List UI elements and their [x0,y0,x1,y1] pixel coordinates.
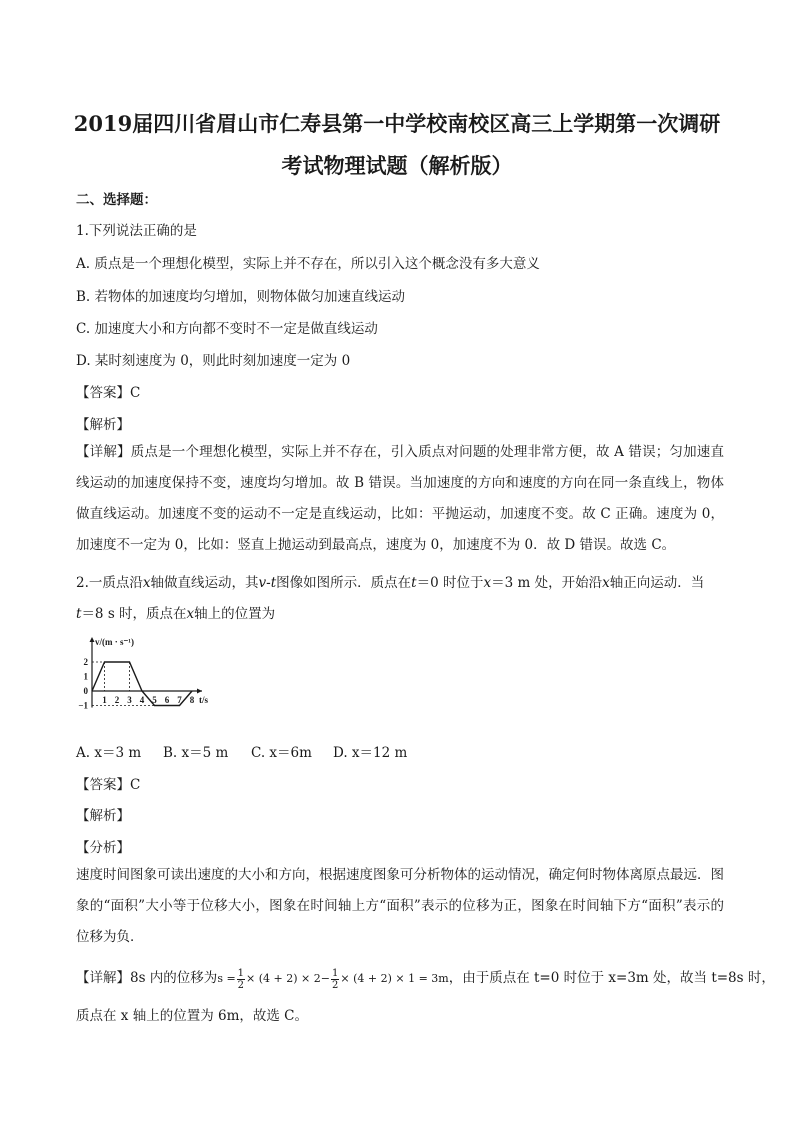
fraction-numerator: 1 [331,967,339,979]
formula-part: × (4 + 2) × 1 = 3m [340,972,449,985]
q2-stem-part: 轴正向运动．当 [609,575,705,591]
q2-stem-line1 [76,571,704,591]
q2-fenxi-heading: 【分析】 [76,840,130,856]
x-tick-label: 7 [177,695,182,705]
fraction [237,968,245,991]
q2-detail-text: ，由于质点在 t=0 时位于 x=3m 处，故当 t=8s 时， [448,970,775,986]
x-tick-label: 6 [164,695,170,705]
q2-detail-line2: 质点在 x 轴上的位置为 6m，故选 C。 [76,1008,308,1024]
q2-var-x: x [142,575,151,591]
q2-stem-part: ＝3 m 处，开始沿 [491,575,603,591]
y-axis-label: v/(m · s⁻¹) [95,637,134,647]
q1-option-a: A. 质点是一个理想化模型，实际上并不存在，所以引入这个概念没有多大意义 [76,256,540,272]
q2-stem-part: 图像如图所示．质点在 [276,575,412,591]
q2-var-t: t [76,606,82,622]
y-tick-label: 2 [83,657,88,667]
y-tick-label: 0 [83,686,88,696]
q2-analysis-heading: 【解析】 [76,808,130,824]
fraction-denominator: 2 [237,979,245,991]
q1-option-b: B. 若物体的加速度均匀增加，则物体做匀加速直线运动 [76,289,406,305]
q2-stem-part: 轴上的位置为 [194,606,276,622]
q2-fenxi: 速度时间图象可读出速度的大小和方向，根据速度图象可分析物体的运动情况，确定何时物体离原点最远．图象的“面积”大小等于位移大小，图象在时间轴上方“面积”表示的位移为正，图象在时间轴下方“面积”表示的位移为负． [76,867,724,945]
x-tick-label: 5 [152,695,157,705]
q1-detail: 【详解】质点是一个理想化模型，实际上并不存在，引入质点对问题的处理非常方便，故 A 错误；匀加速直线运动的加速度保持不变，速度均匀增加。故 B 错误。当加速度的方向和速度的方向在同一条直线上，物体做直线运动。加速度不变的运动不一定是直线运动，比如：平抛运动，加速度不变。故 C 正确。速度为 0，加速度不一定为 0，比如：竖直上抛运动到最高点，速度为 0，加速度不为 0．故 D 错误。故选 C。 [76,444,724,553]
q2-var-t: t [411,575,417,591]
formula [217,967,449,991]
fraction-numerator: 1 [237,967,245,979]
q2-var-vt: v-t [258,575,277,591]
q2-stem-line2 [76,602,275,622]
q2-option-c: C. x＝6m [251,745,312,761]
y-axis-arrow [90,637,95,642]
q2-var-x: x [602,575,610,591]
vt-graph [76,633,226,723]
q1-analysis-heading: 【解析】 [76,417,130,433]
x-axis-label: t/s [199,695,208,705]
y-tick-label: 1 [83,671,88,682]
q1-answer: 【答案】C [76,385,141,401]
q2-stem-part: ＝8 s 时，质点在 [81,606,187,622]
x-tick-label: 8 [189,695,195,705]
q2-var-x: x [186,606,195,622]
q2-detail-text: 【详解】8s 内的位移为 [76,970,218,986]
q2-stem-part: 轴做直线运动，其 [150,575,259,591]
q2-option-b: B. x＝5 m [163,745,229,761]
q2-detail-line1 [76,966,775,991]
q2-var-x: x [483,575,492,591]
formula-part: × (4 + 2) × 2− [246,972,330,985]
formula-part: s = [217,972,236,985]
q2-option-a: A. x＝3 m [76,745,142,761]
x-tick-label: 4 [139,695,145,705]
doc-title-line1: 2019届四川省眉山市仁寿县第一中学校南校区高三上学期第一次调研 [73,111,721,136]
y-tick-label: −1 [78,700,88,711]
fraction-denominator: 2 [331,979,339,991]
q1-option-c: C. 加速度大小和方向都不变时不一定是做直线运动 [76,321,378,337]
x-axis-arrow [197,689,202,694]
doc-title-line2: 考试物理试题（解析版） [281,153,513,178]
q2-stem-part: ＝0 时位于 [416,575,484,591]
fraction [331,968,339,991]
x-tick-label: 3 [127,695,132,705]
q1-option-d: D. 某时刻速度为 0，则此时刻加速度一定为 0 [76,353,351,369]
q2-stem-part: 2.一质点沿 [76,575,143,591]
q1-stem: 1.下列说法正确的是 [76,223,197,239]
x-tick-label: 1 [102,695,107,705]
section-heading: 二、选择题： [76,192,157,208]
q2-answer: 【答案】C [76,777,141,793]
x-tick-label: 2 [114,695,120,705]
q2-option-d: D. x＝12 m [333,745,408,761]
